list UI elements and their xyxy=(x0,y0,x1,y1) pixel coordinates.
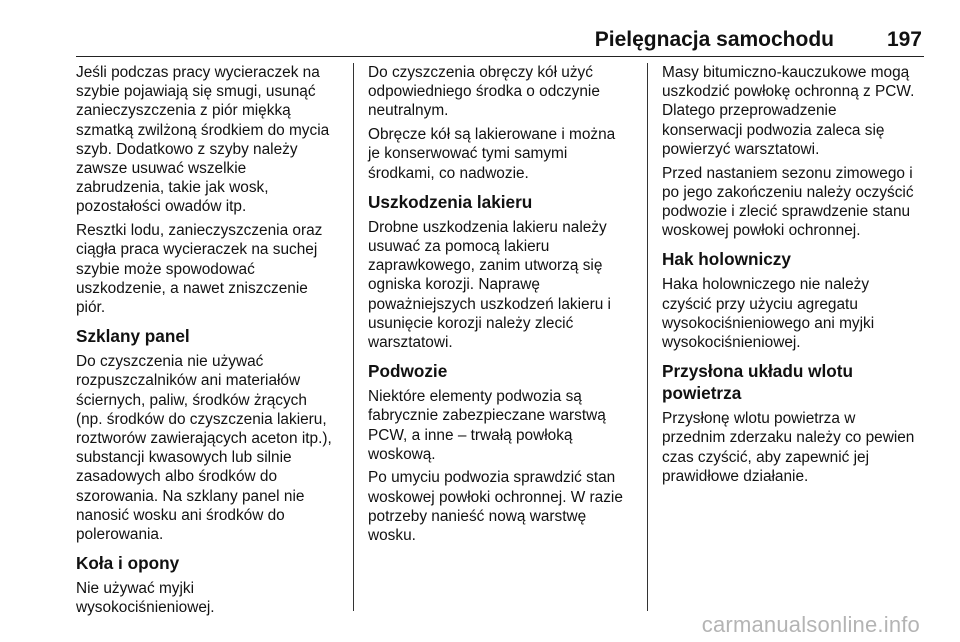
column-divider-1 xyxy=(353,63,354,611)
paragraph-winter: Przed nastaniem sezonu zimowego i po jego zakończeniu należy oczyścić podwozie i zlecić sprawdzenie stanu woskowej powłoki ochronnej. xyxy=(662,164,914,240)
heading-towbar: Hak holowniczy xyxy=(662,249,791,270)
heading-wheels-tyres: Koła i opony xyxy=(76,553,180,574)
heading-underbody: Podwozie xyxy=(368,361,448,382)
paragraph-underbody-wax: Po umyciu podwozia sprawdzić stan woskowej powłoki ochronnej. W razie potrzeby nanieść nową warstwę wosku. xyxy=(368,469,623,545)
paragraph-bitumen: Masy bitumiczno-kauczukowe mogą uszkodzić powłokę ochronną z PCW. Dlatego przeprowadzenie konserwacji podwozia zaleca się powierzyć warsztatowi. xyxy=(662,64,915,158)
column-2 xyxy=(368,63,640,550)
paragraph-underbody-pvc: Niektóre elementy podwozia są fabrycznie zabezpieczane warstwą PCW, a inne – trwałą powłoką woskową. xyxy=(368,388,606,463)
paragraph-wheels: Nie używać myjki wysokociśnieniowej. xyxy=(76,580,215,617)
paragraph-rim-painted: Obręcze kół są lakierowane i można je konserwować tymi samymi środkami, co nadwozie. xyxy=(368,126,616,182)
page-number: 197 xyxy=(886,28,922,51)
paragraph-wiper-ice: Resztki lodu, zanieczyszczenia oraz ciągła praca wycieraczek na suchej szybie może spowodować uszkodzenie, a nawet zniszczenie piór. xyxy=(76,222,323,316)
page-title: Pielęgnacja samochodu xyxy=(594,28,834,51)
page-header xyxy=(76,24,924,57)
heading-paint-damage: Uszkodzenia lakieru xyxy=(368,191,533,212)
paragraph-air-shutter: Przysłonę wlotu powietrza w przednim zderzaku należy co pewien czas czyścić, aby zapewnić jej prawidłowe działanie. xyxy=(662,410,915,485)
column-divider-2 xyxy=(647,63,648,611)
paragraph-paint-damage: Drobne uszkodzenia lakieru należy usuwać za pomocą lakieru zaprawkowego, zanim utworzą się ogniska korozji. Naprawę poważniejszych uszkodzeń lakieru i usunięcie korozji należy zlecić warsztatowi. xyxy=(368,218,611,351)
column-3 xyxy=(662,63,930,490)
watermark: carmanualsonline.info xyxy=(701,612,920,637)
paragraph-rim-cleaning: Do czyszczenia obręczy kół użyć odpowiedniego środka o odczynie neutralnym. xyxy=(368,64,600,120)
heading-air-shutter: Przysłona układu wlotu powietrza xyxy=(662,361,854,404)
paragraph-towbar: Haka holowniczego nie należy czyścić przy użyciu agregatu wysokociśnieniowego ani myjki wysokociśnieniowej. xyxy=(662,276,875,351)
paragraph-wiper-smears: Jeśli podczas pracy wycieraczek na szybie pojawiają się smugi, usunąć zanieczyszczenia z piór miękką szmatką zwilżoną środkiem do mycia szyb. Dodatkowo z szyby należy zawsze usuwać wszelkie zabrudzenia, takie jak wosk, pozostałości owadów itp. xyxy=(76,64,330,216)
column-1 xyxy=(76,63,348,622)
paragraph-glass-panel: Do czyszczenia nie używać rozpuszczalników ani materiałów ściernych, paliw, środków żrących (np. środków do czyszczenia lakieru, roztworów zawierających aceton itp.), substancji kwasowych lub silnie zasadowych albo środków do szorowania. Na szklany panel nie nanosić wosku ani środków do polerowania. xyxy=(76,353,332,543)
heading-glass-panel: Szklany panel xyxy=(76,326,190,347)
